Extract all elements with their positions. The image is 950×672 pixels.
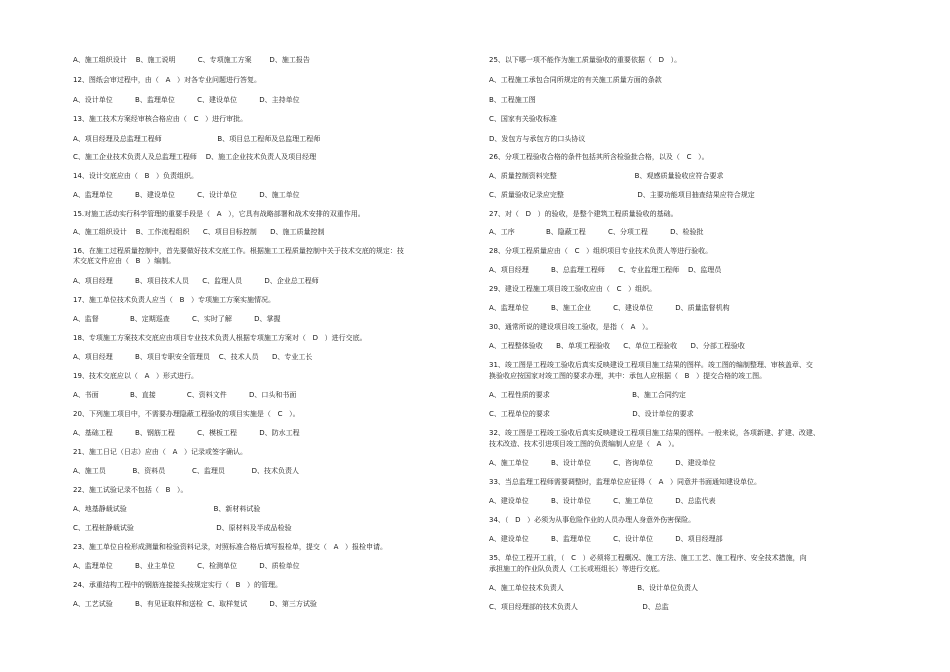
question-line: 17、施工单位技术负责人应当（ B ）专项施工方案实施情况。 xyxy=(73,296,276,304)
question-line: 24、承重结构工程中的钢筋连接接头按规定实行（ B ）的管理。 xyxy=(73,581,283,589)
question-line: C、项目经理部的技术负责人 D、总监 xyxy=(489,603,669,611)
question-line: 12、图纸会审过程中，由（ A ）对各专业问题进行答复。 xyxy=(73,76,262,84)
question-line: A、项目经理及总监理工程师 B、项目总工程师及总监理工程师 xyxy=(73,135,321,143)
question-line: 27、对（ D ）的验收，是整个建筑工程质量验收的基础。 xyxy=(489,210,678,218)
question-line: 32、竣工图是工程竣工验收后真实反映建设工程项目施工结果的图样。一般来说，各项新建、扩建、改建、 xyxy=(489,429,820,437)
question-line: A、施工单位 B、设计单位 C、咨询单位 D、建设单位 xyxy=(489,459,716,467)
question-line: A、施工单位技术负责人 B、设计单位负责人 xyxy=(489,584,699,592)
question-line: A、设计单位 B、监理单位 C、建设单位 D、主持单位 xyxy=(73,96,300,104)
question-line: 35、单位工程开工前，（ C ）必须将工程概况、施工方法、施工工艺、施工程序、安全技术措施，向 xyxy=(489,554,807,562)
question-line: C、施工企业技术负责人及总监理工程师 D、施工企业技术负责人及项目经理 xyxy=(73,153,317,161)
question-line: A、项目经理 B、总监理工程师 C、专业监理工程师 D、监理员 xyxy=(489,266,722,274)
question-line: A、建设单位 B、设计单位 C、施工单位 D、总监代表 xyxy=(489,497,716,505)
question-line: A、施工组织设计 B、工作流程组织 C、项目目标控制 D、施工质量控制 xyxy=(73,228,325,236)
question-line: A、项目经理 B、项目技术人员 C、监理人员 D、企业总工程师 xyxy=(73,277,319,285)
question-line: A、建设单位 B、监理单位 C、设计单位 D、项目经理部 xyxy=(489,535,723,543)
question-line: 13、施工技术方案经审核合格应由（ C ）进行审批。 xyxy=(73,115,248,123)
question-line: D、发包方与承包方的口头协议 xyxy=(489,135,586,143)
question-line: 16、在施工过程质量控制中，首先要做好技术交底工作。根据施工工程质量控制中关于技术交底的规定：技 xyxy=(73,247,404,255)
question-line: B、工程施工图 xyxy=(489,96,536,104)
question-line: A、监理单位 B、施工企业 C、建设单位 D、质量监督机构 xyxy=(489,304,730,312)
question-line: 33、当总监理工程师需要调整时，监理单位应征得（ A ）同意并书面通知建设单位。 xyxy=(489,478,762,486)
question-line: A、质量控制资料完整 B、观感质量验收应符合要求 xyxy=(489,172,724,180)
question-line: 25、以下哪一项不能作为施工质量验收的重要依据（ D ）。 xyxy=(489,56,682,64)
question-line: A、工序 B、隐蔽工程 C、分项工程 D、检验批 xyxy=(489,228,704,236)
question-line: A、工艺试验 B、有见证取样和送检 C、取样复试 D、第三方试验 xyxy=(73,600,317,608)
question-line: 20、下列施工项目中，不需要办理隐蔽工程验收的项目实施是（ C ）。 xyxy=(73,410,300,418)
question-line: A、施工组织设计 B、施工说明 C、专项施工方案 D、施工报告 xyxy=(73,56,310,64)
question-line: A、工程整体验收 B、单项工程验收 C、单位工程验收 D、分部工程验收 xyxy=(489,342,745,350)
question-line: 28、分项工程质量应由（ C ）组织项目专业技术负责人等进行验收。 xyxy=(489,247,713,255)
question-line: C、质量验收记录应完整 D、主要功能项目抽查结果应符合规定 xyxy=(489,191,755,199)
question-line: 23、施工单位自检形成测量和检验资料记录，对照标准合格后填写报检单，提交（ A ）报检申请。 xyxy=(73,543,388,551)
question-line: 承担施工的作业队负责人（工长或班组长）等进行交底。 xyxy=(489,565,664,573)
question-line: 换验收应按国家对竣工图的要求办理，其中：承包人应根据（ B ）提交合格的竣工图。 xyxy=(489,372,767,380)
question-line: C、工程桩静载试验 D、原材料及半成品检验 xyxy=(73,524,292,532)
question-line: C、国家有关验收标准 xyxy=(489,115,557,123)
question-line: C、工程单位的要求 D、设计单位的要求 xyxy=(489,410,694,418)
question-line: 21、施工日记（日志）应由（ A ）记录或签字确认。 xyxy=(73,448,248,456)
question-line: 15.对施工活动实行科学管理的重要手段是（ A ），它具有战略部署和战术安排的双重作用。 xyxy=(73,210,365,218)
question-line: 31、竣工图是工程竣工验收后真实反映建设工程项目施工结果的图样。竣工图的编制整理、审核盖章、交 xyxy=(489,361,813,369)
question-line: 22、施工试验记录不包括（ B ）。 xyxy=(73,486,188,494)
question-line: A、书面 B、直接 C、资料文件 D、口头和书面 xyxy=(73,391,297,399)
question-line: A、工程性质的要求 B、施工合同约定 xyxy=(489,391,686,399)
question-line: A、施工员 B、资料员 C、监理员 D、技术负责人 xyxy=(73,467,299,475)
question-line: A、地基静载试验 B、新材料试验 xyxy=(73,505,261,513)
question-line: A、监理单位 B、建设单位 C、设计单位 D、施工单位 xyxy=(73,191,300,199)
question-line: A、监理单位 B、业主单位 C、检测单位 D、质检单位 xyxy=(73,562,300,570)
question-line: 29、建设工程施工项目竣工验收应由（ C ）组织。 xyxy=(489,285,657,293)
question-line: 技术改造、技术引进项目竣工图的负责编制人应是（ A ）。 xyxy=(489,440,679,448)
question-line: A、监督 B、定期巡查 C、实时了解 D、掌握 xyxy=(73,315,281,323)
question-line: A、项目经理 B、项目专职安全管理员 C、技术人员 D、专业工长 xyxy=(73,353,313,361)
question-line: 30、通常所说的建设项目竣工验收，是指（ A ）。 xyxy=(489,323,653,331)
question-line: A、基础工程 B、钢筋工程 C、模板工程 D、防水工程 xyxy=(73,429,300,437)
question-line: 术交底文件应由（ B ）编制。 xyxy=(73,257,176,265)
question-line: 19、技术交底应以（ A ）形式进行。 xyxy=(73,372,199,380)
question-line: 26、分项工程验收合格的条件包括其所含检验批合格，以及（ C ）。 xyxy=(489,153,709,161)
question-line: A、工程施工承包合同所规定的有关施工质量方面的条款 xyxy=(489,76,662,84)
question-line: 34、（ D ）必须为从事危险作业的人员办理人身意外伤害保险。 xyxy=(489,516,696,524)
question-line: 14、设计交底应由（ B ）负责组织。 xyxy=(73,172,199,180)
question-line: 18、专项施工方案技术交底应由项目专业技术负责人根据专项施工方案对（ D ）进行交底。 xyxy=(73,334,367,342)
